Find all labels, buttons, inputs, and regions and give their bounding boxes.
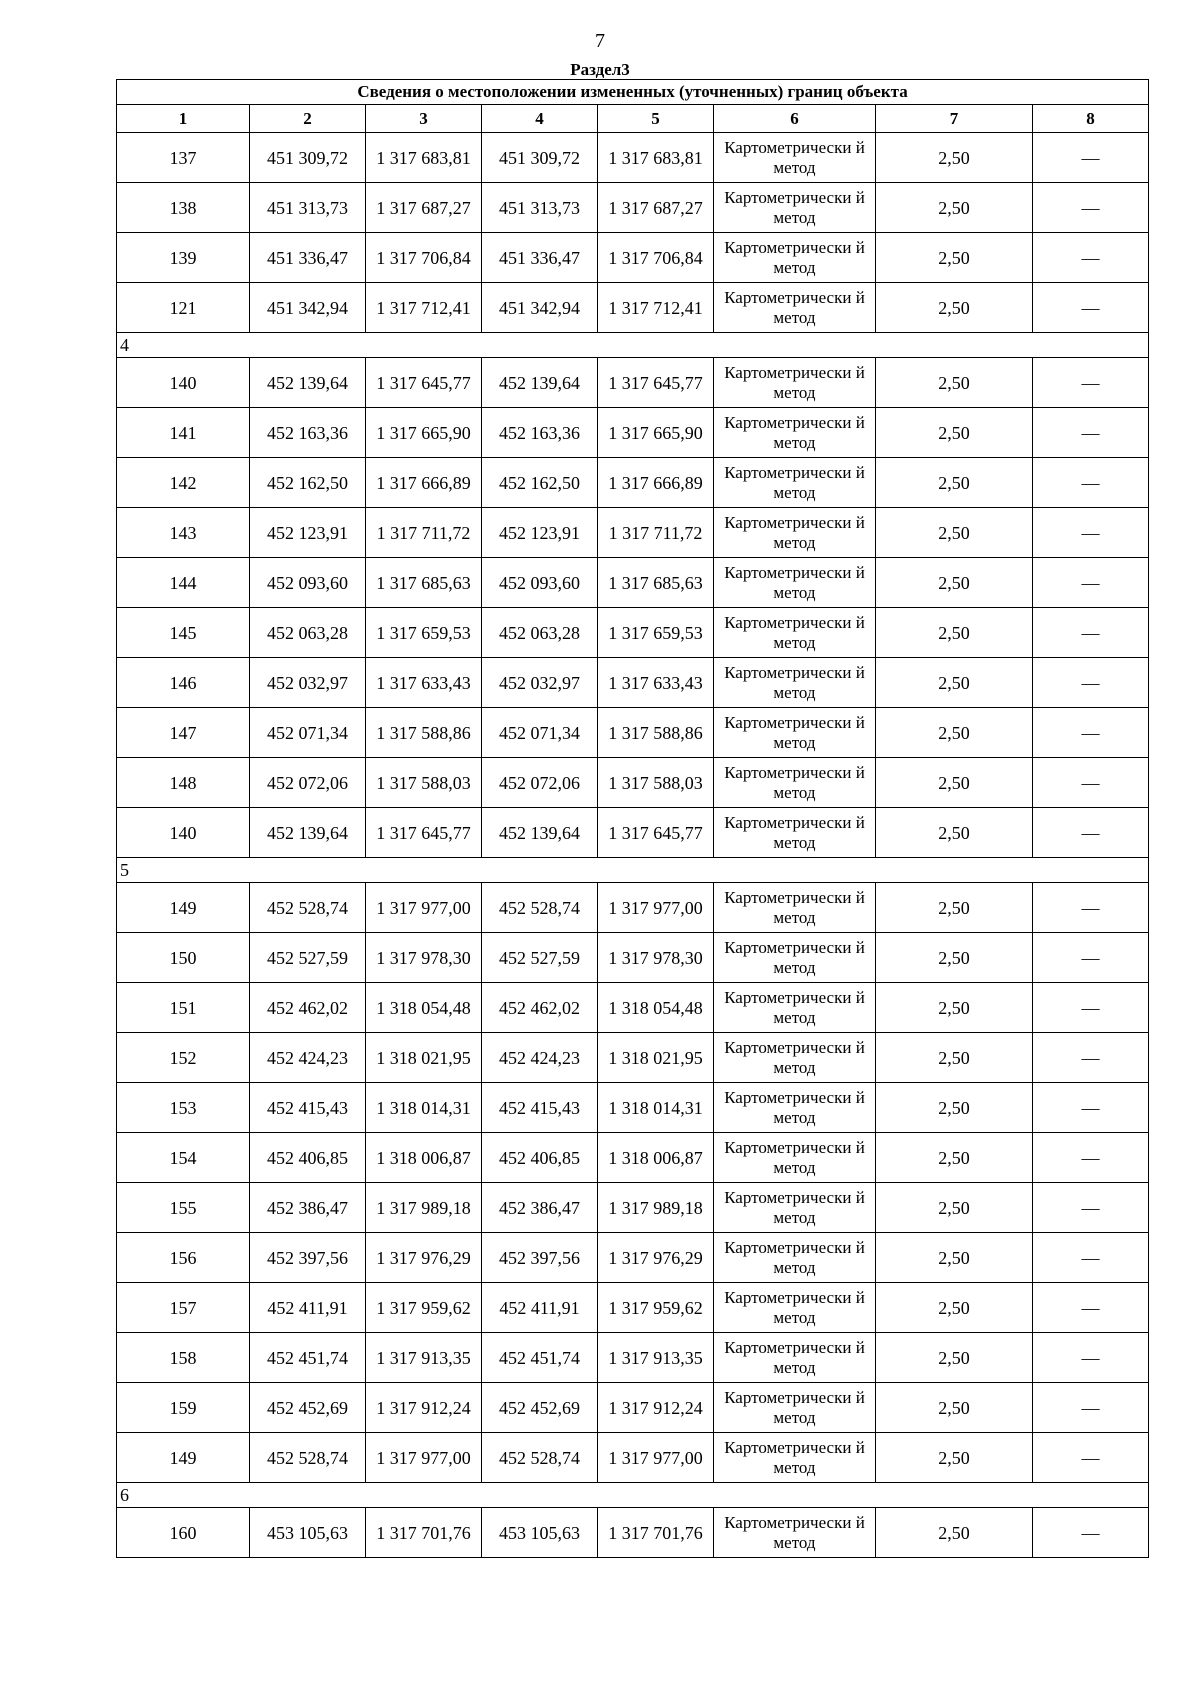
table-row [117, 183, 1149, 233]
table-caption: Сведения о местоположении измененных (уточненных) границ объекта [117, 80, 1149, 105]
contour-number: 6 [117, 1483, 1149, 1508]
point-number-cell: 153 [117, 1083, 250, 1133]
note-cell: — [1033, 1283, 1149, 1333]
point-number-cell: 149 [117, 883, 250, 933]
x-new-cell: 452 411,91 [482, 1283, 598, 1333]
accuracy-cell: 2,50 [876, 758, 1033, 808]
y-new-cell: 1 317 666,89 [598, 458, 714, 508]
note-cell: — [1033, 808, 1149, 858]
method-cell: Картометрически й метод [714, 233, 876, 283]
y-new-cell: 1 317 711,72 [598, 508, 714, 558]
x-existing-cell: 452 527,59 [250, 933, 366, 983]
method-cell: Картометрически й метод [714, 558, 876, 608]
table-row [117, 458, 1149, 508]
accuracy-cell: 2,50 [876, 408, 1033, 458]
y-new-cell: 1 318 054,48 [598, 983, 714, 1033]
y-existing-cell: 1 317 683,81 [366, 133, 482, 183]
column-number: 5 [598, 105, 714, 133]
note-cell: — [1033, 133, 1149, 183]
y-new-cell: 1 317 683,81 [598, 133, 714, 183]
point-number-cell: 121 [117, 283, 250, 333]
accuracy-cell: 2,50 [876, 1133, 1033, 1183]
table-row [117, 1083, 1149, 1133]
note-cell: — [1033, 1233, 1149, 1283]
x-new-cell: 452 452,69 [482, 1383, 598, 1433]
point-number-cell: 140 [117, 808, 250, 858]
y-existing-cell: 1 317 712,41 [366, 283, 482, 333]
y-existing-cell: 1 317 706,84 [366, 233, 482, 283]
column-number: 3 [366, 105, 482, 133]
accuracy-cell: 2,50 [876, 508, 1033, 558]
y-existing-cell: 1 317 645,77 [366, 358, 482, 408]
y-new-cell: 1 317 633,43 [598, 658, 714, 708]
x-existing-cell: 453 105,63 [250, 1508, 366, 1558]
x-new-cell: 452 451,74 [482, 1333, 598, 1383]
method-cell: Картометрически й метод [714, 1433, 876, 1483]
point-number-cell: 150 [117, 933, 250, 983]
table-row [117, 233, 1149, 283]
accuracy-cell: 2,50 [876, 1283, 1033, 1333]
note-cell: — [1033, 458, 1149, 508]
x-existing-cell: 452 406,85 [250, 1133, 366, 1183]
point-number-cell: 146 [117, 658, 250, 708]
x-existing-cell: 452 452,69 [250, 1383, 366, 1433]
x-new-cell: 452 162,50 [482, 458, 598, 508]
table-row [117, 933, 1149, 983]
contour-group-row [117, 858, 1149, 883]
y-existing-cell: 1 318 014,31 [366, 1083, 482, 1133]
method-cell: Картометрически й метод [714, 1383, 876, 1433]
x-new-cell: 452 527,59 [482, 933, 598, 983]
method-cell: Картометрически й метод [714, 1033, 876, 1083]
y-existing-cell: 1 317 701,76 [366, 1508, 482, 1558]
accuracy-cell: 2,50 [876, 458, 1033, 508]
method-cell: Картометрически й метод [714, 658, 876, 708]
table-row [117, 408, 1149, 458]
table-row [117, 1283, 1149, 1333]
x-new-cell: 452 415,43 [482, 1083, 598, 1133]
y-new-cell: 1 317 978,30 [598, 933, 714, 983]
table-row [117, 1033, 1149, 1083]
point-number-cell: 138 [117, 183, 250, 233]
x-new-cell: 452 163,36 [482, 408, 598, 458]
point-number-cell: 156 [117, 1233, 250, 1283]
accuracy-cell: 2,50 [876, 1233, 1033, 1283]
x-new-cell: 452 071,34 [482, 708, 598, 758]
table-row [117, 358, 1149, 408]
column-number: 8 [1033, 105, 1149, 133]
y-existing-cell: 1 317 977,00 [366, 883, 482, 933]
x-existing-cell: 452 093,60 [250, 558, 366, 608]
x-new-cell: 452 093,60 [482, 558, 598, 608]
y-new-cell: 1 317 701,76 [598, 1508, 714, 1558]
x-new-cell: 451 342,94 [482, 283, 598, 333]
note-cell: — [1033, 233, 1149, 283]
note-cell: — [1033, 1383, 1149, 1433]
x-new-cell: 452 386,47 [482, 1183, 598, 1233]
column-number: 4 [482, 105, 598, 133]
point-number-cell: 147 [117, 708, 250, 758]
x-existing-cell: 451 309,72 [250, 133, 366, 183]
method-cell: Картометрически й метод [714, 758, 876, 808]
note-cell: — [1033, 183, 1149, 233]
y-existing-cell: 1 318 021,95 [366, 1033, 482, 1083]
method-cell: Картометрически й метод [714, 358, 876, 408]
y-existing-cell: 1 317 976,29 [366, 1233, 482, 1283]
accuracy-cell: 2,50 [876, 1183, 1033, 1233]
y-new-cell: 1 317 712,41 [598, 283, 714, 333]
x-new-cell: 452 072,06 [482, 758, 598, 808]
y-existing-cell: 1 317 685,63 [366, 558, 482, 608]
method-cell: Картометрически й метод [714, 133, 876, 183]
point-number-cell: 143 [117, 508, 250, 558]
y-existing-cell: 1 317 633,43 [366, 658, 482, 708]
x-existing-cell: 451 336,47 [250, 233, 366, 283]
x-existing-cell: 452 139,64 [250, 808, 366, 858]
accuracy-cell: 2,50 [876, 1333, 1033, 1383]
method-cell: Картометрически й метод [714, 1133, 876, 1183]
accuracy-cell: 2,50 [876, 133, 1033, 183]
x-new-cell: 452 528,74 [482, 1433, 598, 1483]
x-new-cell: 453 105,63 [482, 1508, 598, 1558]
accuracy-cell: 2,50 [876, 1508, 1033, 1558]
page-number: 7 [595, 30, 605, 52]
y-existing-cell: 1 318 054,48 [366, 983, 482, 1033]
point-number-cell: 160 [117, 1508, 250, 1558]
method-cell: Картометрически й метод [714, 1333, 876, 1383]
contour-number: 4 [117, 333, 1149, 358]
x-new-cell: 452 123,91 [482, 508, 598, 558]
table-row [117, 808, 1149, 858]
note-cell: — [1033, 1333, 1149, 1383]
table-row [117, 133, 1149, 183]
accuracy-cell: 2,50 [876, 283, 1033, 333]
note-cell: — [1033, 283, 1149, 333]
y-existing-cell: 1 317 645,77 [366, 808, 482, 858]
method-cell: Картометрически й метод [714, 1508, 876, 1558]
method-cell: Картометрически й метод [714, 608, 876, 658]
table-row [117, 758, 1149, 808]
x-new-cell: 451 336,47 [482, 233, 598, 283]
y-new-cell: 1 317 913,35 [598, 1333, 714, 1383]
x-new-cell: 452 424,23 [482, 1033, 598, 1083]
x-existing-cell: 451 342,94 [250, 283, 366, 333]
x-existing-cell: 452 528,74 [250, 883, 366, 933]
point-number-cell: 142 [117, 458, 250, 508]
accuracy-cell: 2,50 [876, 658, 1033, 708]
y-existing-cell: 1 317 687,27 [366, 183, 482, 233]
point-number-cell: 149 [117, 1433, 250, 1483]
point-number-cell: 158 [117, 1333, 250, 1383]
table-row [117, 1383, 1149, 1433]
method-cell: Картометрически й метод [714, 1083, 876, 1133]
note-cell: — [1033, 1433, 1149, 1483]
contour-group-row [117, 333, 1149, 358]
x-existing-cell: 452 424,23 [250, 1033, 366, 1083]
y-existing-cell: 1 318 006,87 [366, 1133, 482, 1183]
y-new-cell: 1 317 659,53 [598, 608, 714, 658]
y-existing-cell: 1 317 666,89 [366, 458, 482, 508]
y-existing-cell: 1 317 711,72 [366, 508, 482, 558]
y-existing-cell: 1 317 588,03 [366, 758, 482, 808]
point-number-cell: 152 [117, 1033, 250, 1083]
table-row [117, 1333, 1149, 1383]
y-new-cell: 1 317 977,00 [598, 883, 714, 933]
accuracy-cell: 2,50 [876, 233, 1033, 283]
x-new-cell: 452 139,64 [482, 808, 598, 858]
y-new-cell: 1 317 706,84 [598, 233, 714, 283]
y-new-cell: 1 317 977,00 [598, 1433, 714, 1483]
note-cell: — [1033, 1083, 1149, 1133]
x-new-cell: 452 528,74 [482, 883, 598, 933]
table-row [117, 558, 1149, 608]
x-existing-cell: 452 462,02 [250, 983, 366, 1033]
note-cell: — [1033, 508, 1149, 558]
x-new-cell: 451 309,72 [482, 133, 598, 183]
x-existing-cell: 452 072,06 [250, 758, 366, 808]
column-number: 7 [876, 105, 1033, 133]
x-existing-cell: 452 386,47 [250, 1183, 366, 1233]
y-new-cell: 1 318 014,31 [598, 1083, 714, 1133]
table-row [117, 1183, 1149, 1233]
x-existing-cell: 452 162,50 [250, 458, 366, 508]
accuracy-cell: 2,50 [876, 608, 1033, 658]
y-new-cell: 1 317 645,77 [598, 358, 714, 408]
x-new-cell: 452 063,28 [482, 608, 598, 658]
note-cell: — [1033, 983, 1149, 1033]
note-cell: — [1033, 933, 1149, 983]
contour-group-row [117, 1483, 1149, 1508]
point-number-cell: 151 [117, 983, 250, 1033]
method-cell: Картометрически й метод [714, 1233, 876, 1283]
x-existing-cell: 452 063,28 [250, 608, 366, 658]
method-cell: Картометрически й метод [714, 808, 876, 858]
x-existing-cell: 452 397,56 [250, 1233, 366, 1283]
accuracy-cell: 2,50 [876, 183, 1033, 233]
x-existing-cell: 451 313,73 [250, 183, 366, 233]
x-existing-cell: 452 528,74 [250, 1433, 366, 1483]
note-cell: — [1033, 1133, 1149, 1183]
y-existing-cell: 1 317 659,53 [366, 608, 482, 658]
y-existing-cell: 1 317 912,24 [366, 1383, 482, 1433]
table-row [117, 983, 1149, 1033]
y-new-cell: 1 317 645,77 [598, 808, 714, 858]
note-cell: — [1033, 558, 1149, 608]
x-existing-cell: 452 163,36 [250, 408, 366, 458]
table-row [117, 508, 1149, 558]
y-new-cell: 1 317 685,63 [598, 558, 714, 608]
method-cell: Картометрически й метод [714, 933, 876, 983]
point-number-cell: 159 [117, 1383, 250, 1433]
y-existing-cell: 1 317 977,00 [366, 1433, 482, 1483]
accuracy-cell: 2,50 [876, 983, 1033, 1033]
column-number: 6 [714, 105, 876, 133]
point-number-cell: 154 [117, 1133, 250, 1183]
point-number-cell: 141 [117, 408, 250, 458]
method-cell: Картометрически й метод [714, 408, 876, 458]
y-new-cell: 1 317 976,29 [598, 1233, 714, 1283]
x-existing-cell: 452 451,74 [250, 1333, 366, 1383]
point-number-cell: 145 [117, 608, 250, 658]
table-row [117, 883, 1149, 933]
x-new-cell: 452 462,02 [482, 983, 598, 1033]
column-number: 2 [250, 105, 366, 133]
y-existing-cell: 1 317 913,35 [366, 1333, 482, 1383]
y-existing-cell: 1 317 959,62 [366, 1283, 482, 1333]
note-cell: — [1033, 758, 1149, 808]
point-number-cell: 139 [117, 233, 250, 283]
x-new-cell: 451 313,73 [482, 183, 598, 233]
point-number-cell: 144 [117, 558, 250, 608]
note-cell: — [1033, 1183, 1149, 1233]
x-new-cell: 452 397,56 [482, 1233, 598, 1283]
x-existing-cell: 452 411,91 [250, 1283, 366, 1333]
accuracy-cell: 2,50 [876, 1383, 1033, 1433]
method-cell: Картометрически й метод [714, 883, 876, 933]
point-number-cell: 137 [117, 133, 250, 183]
x-existing-cell: 452 032,97 [250, 658, 366, 708]
method-cell: Картометрически й метод [714, 183, 876, 233]
method-cell: Картометрически й метод [714, 1183, 876, 1233]
table-row [117, 1433, 1149, 1483]
note-cell: — [1033, 358, 1149, 408]
y-new-cell: 1 317 959,62 [598, 1283, 714, 1333]
column-number: 1 [117, 105, 250, 133]
note-cell: — [1033, 708, 1149, 758]
table-row [117, 1133, 1149, 1183]
accuracy-cell: 2,50 [876, 1433, 1033, 1483]
table-row [117, 608, 1149, 658]
table-row [117, 658, 1149, 708]
y-existing-cell: 1 317 989,18 [366, 1183, 482, 1233]
point-number-cell: 140 [117, 358, 250, 408]
accuracy-cell: 2,50 [876, 358, 1033, 408]
method-cell: Картометрически й метод [714, 508, 876, 558]
x-existing-cell: 452 071,34 [250, 708, 366, 758]
method-cell: Картометрически й метод [714, 1283, 876, 1333]
x-existing-cell: 452 139,64 [250, 358, 366, 408]
y-existing-cell: 1 317 978,30 [366, 933, 482, 983]
point-number-cell: 155 [117, 1183, 250, 1233]
x-existing-cell: 452 123,91 [250, 508, 366, 558]
accuracy-cell: 2,50 [876, 558, 1033, 608]
y-new-cell: 1 317 687,27 [598, 183, 714, 233]
note-cell: — [1033, 1033, 1149, 1083]
table-row [117, 283, 1149, 333]
x-new-cell: 452 406,85 [482, 1133, 598, 1183]
accuracy-cell: 2,50 [876, 1033, 1033, 1083]
section-title: Раздел3 [570, 60, 630, 79]
boundary-coordinates-table [116, 79, 1149, 1558]
accuracy-cell: 2,50 [876, 883, 1033, 933]
accuracy-cell: 2,50 [876, 1083, 1033, 1133]
y-new-cell: 1 317 665,90 [598, 408, 714, 458]
note-cell: — [1033, 883, 1149, 933]
y-existing-cell: 1 317 588,86 [366, 708, 482, 758]
point-number-cell: 148 [117, 758, 250, 808]
y-new-cell: 1 318 006,87 [598, 1133, 714, 1183]
method-cell: Картометрически й метод [714, 283, 876, 333]
contour-number: 5 [117, 858, 1149, 883]
method-cell: Картометрически й метод [714, 983, 876, 1033]
accuracy-cell: 2,50 [876, 933, 1033, 983]
method-cell: Картометрически й метод [714, 708, 876, 758]
y-new-cell: 1 317 588,03 [598, 758, 714, 808]
x-existing-cell: 452 415,43 [250, 1083, 366, 1133]
table-row [117, 1508, 1149, 1558]
y-new-cell: 1 318 021,95 [598, 1033, 714, 1083]
note-cell: — [1033, 608, 1149, 658]
note-cell: — [1033, 408, 1149, 458]
method-cell: Картометрически й метод [714, 458, 876, 508]
y-existing-cell: 1 317 665,90 [366, 408, 482, 458]
x-new-cell: 452 139,64 [482, 358, 598, 408]
table-row [117, 708, 1149, 758]
column-number-row [117, 105, 1149, 133]
note-cell: — [1033, 658, 1149, 708]
x-new-cell: 452 032,97 [482, 658, 598, 708]
y-new-cell: 1 317 912,24 [598, 1383, 714, 1433]
y-new-cell: 1 317 989,18 [598, 1183, 714, 1233]
table-caption-row [117, 80, 1149, 105]
table-row [117, 1233, 1149, 1283]
accuracy-cell: 2,50 [876, 708, 1033, 758]
accuracy-cell: 2,50 [876, 808, 1033, 858]
note-cell: — [1033, 1508, 1149, 1558]
point-number-cell: 157 [117, 1283, 250, 1333]
y-new-cell: 1 317 588,86 [598, 708, 714, 758]
